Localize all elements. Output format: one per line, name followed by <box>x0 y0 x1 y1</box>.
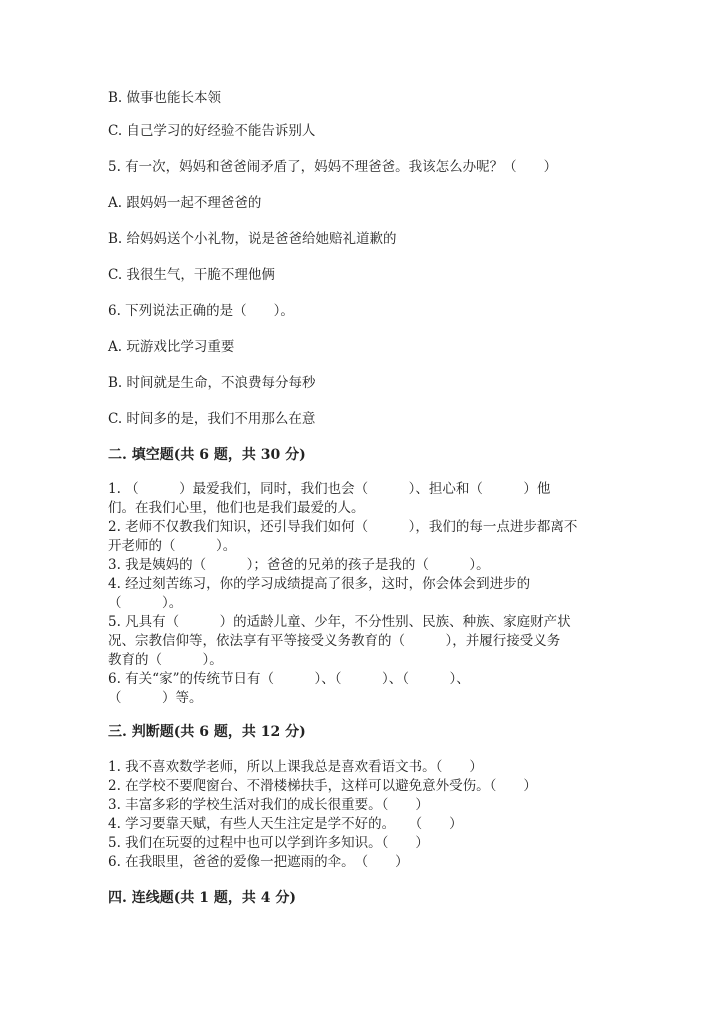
section-heading: 二. 填空题(共 6 题，共 30 分) <box>108 447 306 463</box>
option-text: A. 玩游戏比学习重要 <box>108 339 235 355</box>
option-text: C. 时间多的是，我们不用那么在意 <box>108 411 316 427</box>
question-line: （ ）。 <box>108 595 183 611</box>
option-text: B. 做事也能长本领 <box>108 90 222 106</box>
question-line: 6. 在我眼里，爸爸的爱像一把遮雨的伞。 （ ） <box>108 854 409 870</box>
question-line: 们。在我们心里，他们也是我们最爱的人。 <box>108 500 365 516</box>
question-text: 6. 下列说法正确的是（ ）。 <box>108 303 294 319</box>
question-line: 1. 我不喜欢数学老师，所以上课我总是喜欢看语文书。（ ） <box>108 759 483 775</box>
option-text: B. 给妈妈送个小礼物，说是爸爸给她赔礼道歉的 <box>108 231 397 247</box>
question-line: 4. 学习要靠天赋，有些人天生注定是学不好的。 （ ） <box>108 816 463 832</box>
question-line: 3. 我是姨妈的（ ）；爸爸的兄弟的孩子是我的（ ）。 <box>108 557 490 573</box>
question-line: 3. 丰富多彩的学校生活对我们的成长很重要。（ ） <box>108 797 429 813</box>
question-line: 2. 在学校不要爬窗台、不滑楼梯扶手，这样可以避免意外受伤。（ ） <box>108 778 537 794</box>
true-false-questions <box>108 758 608 872</box>
question-line: 5. 我们在玩耍的过程中也可以学到许多知识。（ ） <box>108 835 429 851</box>
option-text: C. 自己学习的好经验不能告诉别人 <box>108 123 316 139</box>
fill-blank-questions <box>108 480 608 708</box>
question-line: 2. 老师不仅教我们知识，还引导我们如何（ ），我们的每一点进步都离不 <box>108 519 578 535</box>
option-text: A. 跟妈妈一起不理爸爸的 <box>108 195 262 211</box>
question-line: （ ）等。 <box>108 690 203 706</box>
question-line: 况、宗教信仰等，依法享有平等接受义务教育的（ ），并履行接受义务 <box>108 633 561 649</box>
question-line: 5. 凡具有（ ）的适龄儿童、少年，不分性别、民族、种族、家庭财产状 <box>108 614 571 630</box>
option-text: C. 我很生气，干脆不理他俩 <box>108 267 275 283</box>
question-line: 6. 有关“家”的传统节日有（ ）、（ ）、（ ）、 <box>108 671 470 687</box>
question-line: 4. 经过刻苦练习，你的学习成绩提高了很多，这时，你会体会到进步的 <box>108 576 531 592</box>
question-line: 教育的（ ）。 <box>108 652 223 668</box>
question-text: 5. 有一次，妈妈和爸爸闹矛盾了，妈妈不理爸爸。我该怎么办呢？（ ） <box>108 159 558 175</box>
option-text: B. 时间就是生命，不浪费每分每秒 <box>108 375 316 391</box>
question-line: 开老师的（ ）。 <box>108 538 237 554</box>
section-heading: 三. 判断题(共 6 题，共 12 分) <box>108 724 306 740</box>
question-line: 1. （ ）最爱我们，同时，我们也会（ ）、担心和（ ）他 <box>108 481 551 497</box>
section-heading: 四. 连线题(共 1 题，共 4 分) <box>108 890 296 906</box>
